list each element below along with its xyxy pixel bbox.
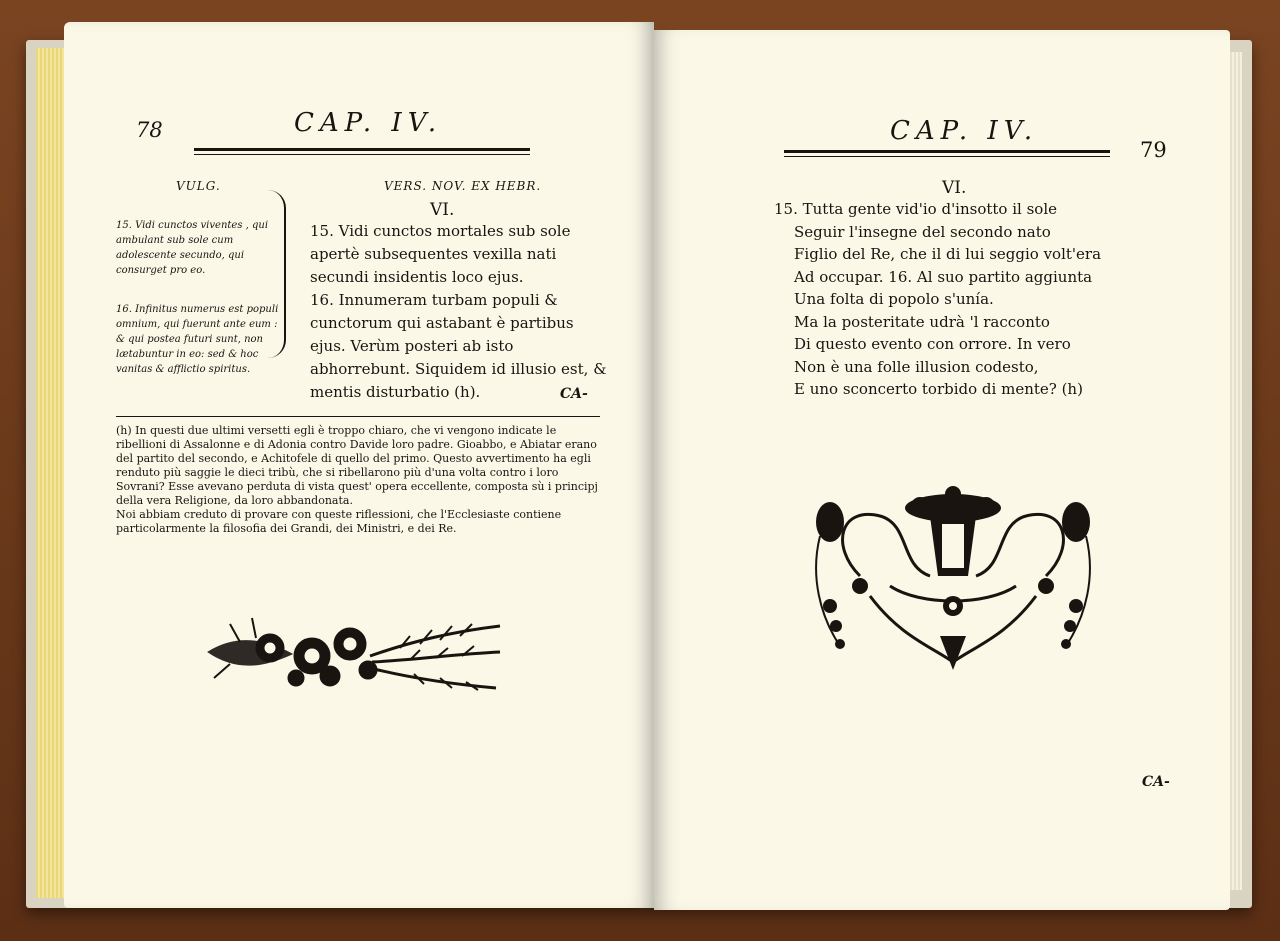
- page-number: 79: [1140, 138, 1167, 162]
- verse-line: Figlio del Re, che il di lui seggio volt'era: [794, 245, 1102, 263]
- floral-vignette-icon: [200, 612, 506, 696]
- bracket-brace: [268, 190, 286, 358]
- verse-line: Di questo evento con orrore. In vero: [794, 335, 1071, 353]
- catchword: CA-: [1142, 774, 1170, 790]
- verse-line: Una folta di popolo s'unía.: [794, 290, 994, 308]
- verse-line: 15. Tutta gente vid'io d'insotto il sole: [774, 200, 1057, 218]
- footnote-rule: [116, 416, 600, 417]
- verse-line: Ma la posteritate udrà 'l racconto: [794, 312, 1050, 331]
- heading-rule-thin: [194, 154, 530, 155]
- latin-verses: [310, 220, 610, 404]
- footnote-h: (h) In questi due ultimi versetti egli è troppo chiaro, che vi vengono indicate le ribellioni di Assalonne e di Adonia contro Davide loro padre. Gioabbo, e Abiatar erano del partito del secondo, e Achitofele di quello del primo. Questo avvertimento ha egli renduto più saggie le dieci tribù, che si ribellarono più d'una volta contro i loro Sovrani? Esse avevano perduta di vista quest' opera eccellente, composta sù i principj della vera Religione, da loro abbandonata.: [116, 424, 598, 507]
- heading-rule: [194, 148, 530, 151]
- page-number: 78: [136, 118, 163, 142]
- verse-line: Seguir l'insegne del secondo nato: [794, 222, 1051, 241]
- verse-line: Ad occupar. 16. Al suo partito aggiunta: [794, 267, 1093, 286]
- footnote-conclusion: Noi abbiam creduto di provare con queste riflessioni, che l'Ecclesiaste contiene particolarmente la filosofia dei Grandi, dei Ministri, e dei Re.: [116, 508, 562, 535]
- section-number: VI.: [430, 200, 455, 220]
- verse-line: E uno sconcerto torbido di mente? (h): [794, 380, 1083, 398]
- chapter-heading: CAP. IV.: [890, 116, 1039, 146]
- column-label-vulgate: VULG.: [176, 179, 221, 193]
- heading-rule: [784, 150, 1110, 153]
- vulgate-verse-16: 16. Infinitus numerus est populi omnium, qui fuerunt ante eum : & qui postea futuri sunt, non lætabuntur in eo: sed & hoc vanitas & afflictio spiritus.: [116, 304, 279, 375]
- footnote: [116, 424, 600, 536]
- latin-verse-16: 16. Innumeram turbam populi & cunctorum qui astabant è partibus ejus. Verùm posteri ab isto abhorrebunt. Siquidem id illusio est, & mentis disturbatio (h).: [310, 291, 607, 401]
- catchword: CA-: [560, 386, 588, 402]
- vulgate-verse-15: 15. Vidi cunctos viventes , qui ambulant sub sole cum adolescente secundo, qui consurget pro eo.: [116, 220, 269, 276]
- section-number: VI.: [942, 178, 967, 198]
- baroque-cartouche-icon: [800, 486, 1106, 670]
- heading-rule-thin: [784, 156, 1110, 157]
- column-label-hebrew: VERS. NOV. EX HEBR.: [384, 179, 542, 193]
- italian-verse: [774, 198, 1134, 401]
- left-page: [64, 22, 654, 908]
- latin-verse-15: 15. Vidi cunctos mortales sub sole apertè subsequentes vexilla nati secundi insidentis loco ejus.: [310, 222, 571, 286]
- chapter-heading: CAP. IV.: [294, 108, 443, 138]
- vulgate-notes: [116, 218, 284, 377]
- right-page: [654, 30, 1230, 910]
- verse-line: Non è una folle illusion codesto,: [794, 357, 1039, 376]
